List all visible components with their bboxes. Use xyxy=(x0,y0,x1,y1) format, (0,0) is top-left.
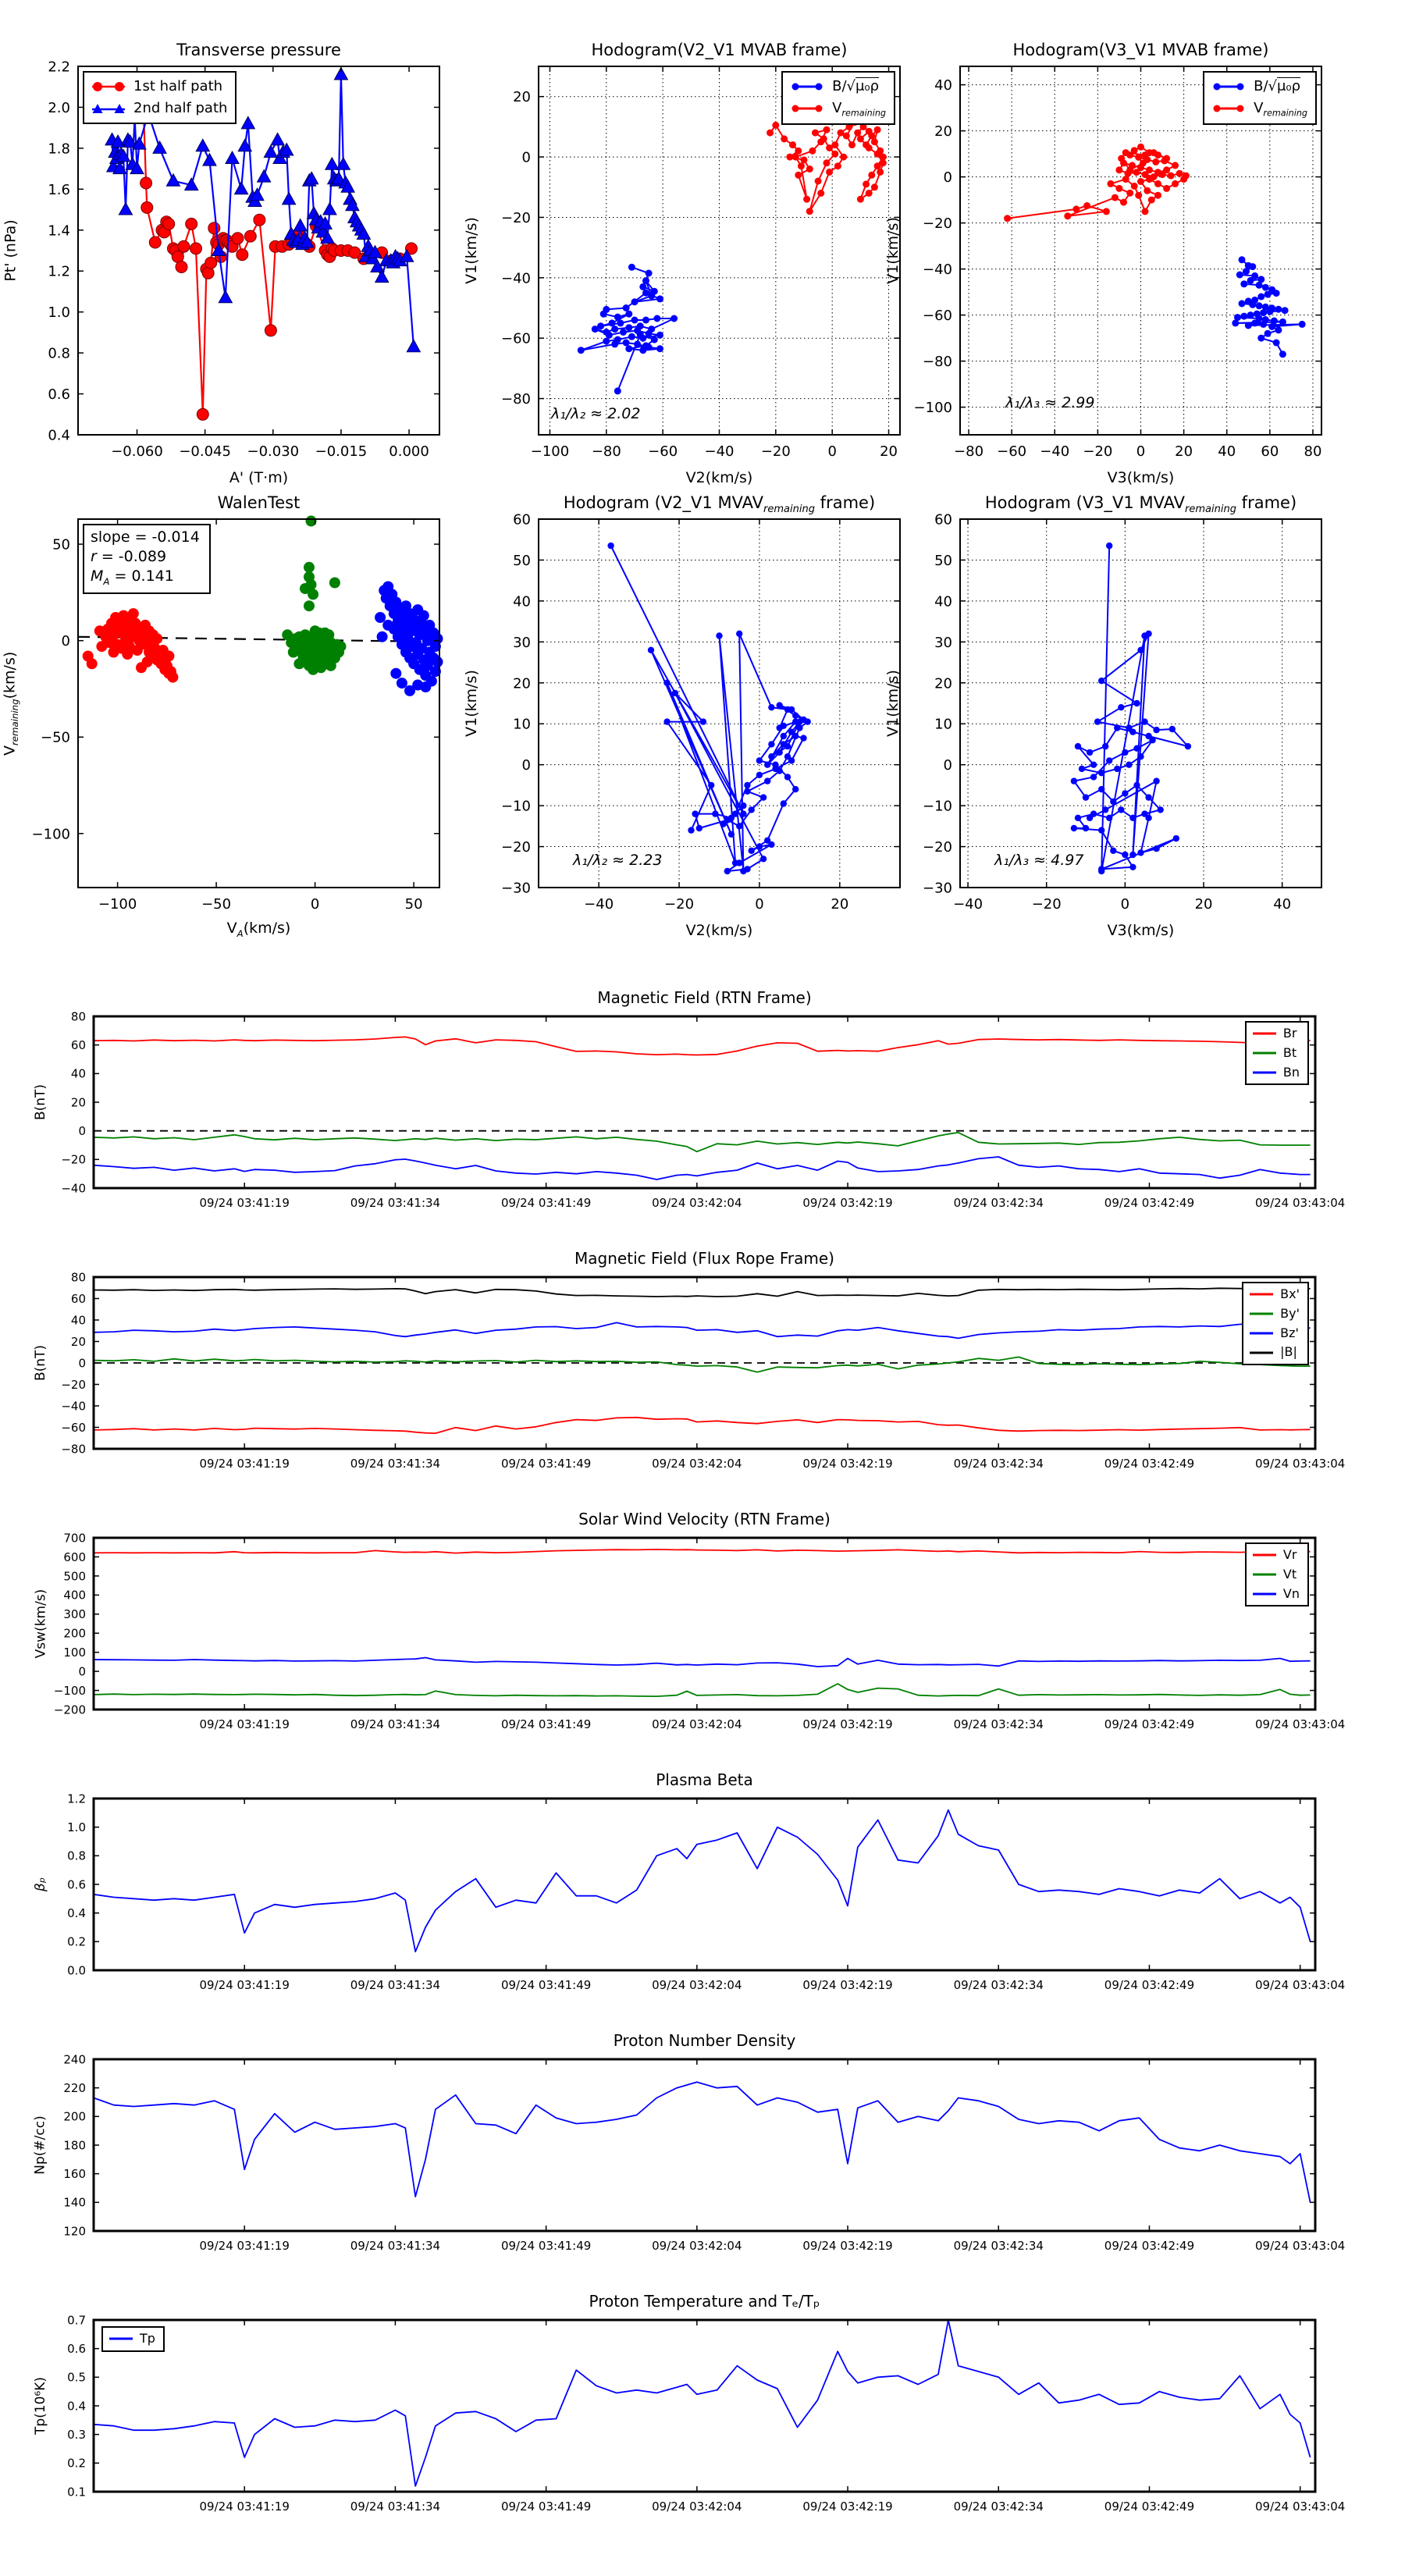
svg-text:−30: −30 xyxy=(923,880,952,897)
plot-area xyxy=(53,1531,1346,1731)
svg-text:20: 20 xyxy=(934,123,952,141)
panel-title: WalenTest xyxy=(217,493,301,512)
svg-text:0: 0 xyxy=(1120,896,1130,913)
circle-line-swatch-icon xyxy=(1211,81,1247,92)
svg-text:40: 40 xyxy=(934,593,952,610)
svg-text:140: 140 xyxy=(63,2195,86,2210)
svg-text:−200: −200 xyxy=(53,1703,86,1717)
line-swatch-icon xyxy=(1250,1349,1273,1357)
legend-item: Tp xyxy=(109,2329,155,2349)
svg-text:0.1: 0.1 xyxy=(67,2485,86,2500)
svg-text:−40: −40 xyxy=(61,1181,86,1196)
svg-text:0: 0 xyxy=(943,169,952,187)
line-swatch-icon xyxy=(1253,1551,1276,1559)
legend-item: Vt xyxy=(1253,1565,1300,1585)
svg-text:20: 20 xyxy=(831,896,849,913)
svg-text:0.5: 0.5 xyxy=(67,2370,86,2385)
svg-text:0.0: 0.0 xyxy=(67,1963,86,1978)
svg-text:80: 80 xyxy=(70,1270,86,1285)
svg-text:09/24 03:41:34: 09/24 03:41:34 xyxy=(350,1717,441,1731)
panel-title: Hodogram(V3_V1 MVAB frame) xyxy=(1012,41,1269,59)
svg-text:09/24 03:42:49: 09/24 03:42:49 xyxy=(1104,1978,1195,1992)
line-swatch-icon xyxy=(1253,1069,1276,1076)
eigenvalue-ratio-annotation: λ₁/λ₂ ≈ 2.23 xyxy=(573,852,663,869)
svg-text:09/24 03:42:34: 09/24 03:42:34 xyxy=(953,1457,1044,1471)
svg-text:−100: −100 xyxy=(53,1683,86,1698)
svg-text:−40: −40 xyxy=(953,896,984,913)
legend xyxy=(1245,1021,1309,1085)
svg-text:09/24 03:42:34: 09/24 03:42:34 xyxy=(953,2239,1044,2253)
y-axis-label: V1(km/s) xyxy=(463,217,481,284)
svg-text:09/24 03:42:19: 09/24 03:42:19 xyxy=(802,1196,893,1210)
svg-text:−20: −20 xyxy=(664,896,695,913)
legend-item: $V_{remaining}$ xyxy=(789,98,886,120)
svg-text:180: 180 xyxy=(63,2138,86,2153)
svg-text:40: 40 xyxy=(1273,896,1292,913)
svg-text:0.6: 0.6 xyxy=(67,2342,86,2357)
circle-line-swatch-icon xyxy=(789,103,825,114)
svg-text:50: 50 xyxy=(934,552,952,569)
svg-text:09/24 03:42:19: 09/24 03:42:19 xyxy=(802,1978,893,1992)
svg-text:1.8: 1.8 xyxy=(48,141,70,158)
svg-text:−20: −20 xyxy=(501,209,531,226)
svg-text:−40: −40 xyxy=(923,262,952,279)
panel-transverse-pressure xyxy=(2,41,439,486)
svg-text:09/24 03:42:34: 09/24 03:42:34 xyxy=(953,2500,1044,2514)
svg-text:09/24 03:42:04: 09/24 03:42:04 xyxy=(652,1457,742,1471)
svg-text:−60: −60 xyxy=(648,443,678,460)
svg-text:80: 80 xyxy=(70,1009,86,1024)
panel-plasma-beta xyxy=(32,1770,1346,1992)
panel-title: Hodogram (V2_V1 $MVAV_{remaining}$ frame) xyxy=(563,493,876,516)
panel-hodogram-v3v1-mvab xyxy=(884,41,1322,486)
y-axis-label: B(nT) xyxy=(33,1083,48,1121)
svg-text:1.0: 1.0 xyxy=(67,1820,86,1835)
svg-text:20: 20 xyxy=(513,675,531,692)
svg-text:0: 0 xyxy=(755,896,764,913)
svg-text:09/24 03:42:49: 09/24 03:42:49 xyxy=(1104,1717,1195,1731)
svg-text:09/24 03:42:49: 09/24 03:42:49 xyxy=(1104,1196,1195,1210)
svg-text:0.4: 0.4 xyxy=(48,427,70,444)
svg-text:−50: −50 xyxy=(41,729,70,746)
svg-text:0: 0 xyxy=(78,1664,86,1679)
legend-item: Bx' xyxy=(1250,1285,1300,1304)
svg-text:09/24 03:42:49: 09/24 03:42:49 xyxy=(1104,2500,1195,2514)
svg-text:0: 0 xyxy=(943,757,952,774)
svg-text:40: 40 xyxy=(513,593,531,610)
svg-text:−80: −80 xyxy=(61,1442,86,1457)
panel-title: Magnetic Field (Flux Rope Frame) xyxy=(574,1249,834,1268)
svg-text:09/24 03:42:04: 09/24 03:42:04 xyxy=(652,1978,742,1992)
svg-text:0: 0 xyxy=(61,633,70,650)
svg-text:100: 100 xyxy=(63,1646,86,1660)
plot-area xyxy=(923,511,1321,913)
panel-magnetic-field-flux-rope xyxy=(33,1249,1346,1471)
panel-solar-wind-velocity xyxy=(33,1510,1346,1731)
svg-text:60: 60 xyxy=(513,511,531,528)
svg-text:60: 60 xyxy=(1261,443,1279,460)
x-axis-label: V3(km/s) xyxy=(1107,469,1175,486)
svg-text:20: 20 xyxy=(70,1095,86,1110)
svg-text:200: 200 xyxy=(63,2109,86,2124)
svg-text:1.0: 1.0 xyxy=(48,304,70,322)
svg-text:09/24 03:42:04: 09/24 03:42:04 xyxy=(652,1196,742,1210)
plot-area xyxy=(61,1270,1346,1471)
svg-text:−40: −40 xyxy=(501,270,531,287)
svg-text:0: 0 xyxy=(827,443,837,460)
eigenvalue-ratio-annotation: λ₁/λ₃ ≈ 4.97 xyxy=(994,852,1084,869)
svg-text:0.4: 0.4 xyxy=(67,2399,86,2414)
svg-text:240: 240 xyxy=(63,2052,86,2067)
svg-text:−40: −40 xyxy=(584,896,614,913)
panel-proton-temperature xyxy=(33,2292,1346,2514)
svg-text:09/24 03:43:04: 09/24 03:43:04 xyxy=(1254,1717,1346,1731)
svg-text:40: 40 xyxy=(934,77,952,94)
svg-text:−20: −20 xyxy=(760,443,791,460)
svg-text:09/24 03:43:04: 09/24 03:43:04 xyxy=(1254,2239,1346,2253)
svg-text:−10: −10 xyxy=(501,798,531,815)
svg-text:−20: −20 xyxy=(923,839,952,856)
svg-text:09/24 03:41:19: 09/24 03:41:19 xyxy=(199,2239,290,2253)
svg-text:−0.060: −0.060 xyxy=(111,443,163,460)
legend-item: Bn xyxy=(1253,1063,1300,1083)
svg-text:−40: −40 xyxy=(1040,443,1070,460)
legend xyxy=(1245,1542,1309,1606)
svg-text:−20: −20 xyxy=(1031,896,1062,913)
panel-title: Magnetic Field (RTN Frame) xyxy=(597,988,812,1007)
legend-item: Bt xyxy=(1253,1044,1300,1063)
svg-text:40: 40 xyxy=(1218,443,1236,460)
svg-text:80: 80 xyxy=(1304,443,1322,460)
legend-item: B/√μ₀ρ xyxy=(789,76,886,98)
legend-item: Vr xyxy=(1253,1546,1300,1565)
svg-text:−100: −100 xyxy=(913,400,952,417)
eigenvalue-ratio-annotation: λ₁/λ₂ ≈ 2.02 xyxy=(551,405,641,422)
svg-text:−100: −100 xyxy=(31,826,70,843)
x-axis-label: A' (T·m) xyxy=(229,469,289,486)
panel-title: Solar Wind Velocity (RTN Frame) xyxy=(578,1510,831,1528)
svg-text:−0.015: −0.015 xyxy=(315,443,368,460)
plot-area xyxy=(67,2313,1346,2514)
svg-text:−0.030: −0.030 xyxy=(247,443,300,460)
svg-text:2.0: 2.0 xyxy=(48,99,70,116)
svg-text:09/24 03:41:19: 09/24 03:41:19 xyxy=(199,1196,290,1210)
svg-text:1.2: 1.2 xyxy=(48,263,70,280)
svg-text:60: 60 xyxy=(70,1291,86,1306)
circle-line-swatch-icon xyxy=(789,81,825,92)
svg-text:09/24 03:41:49: 09/24 03:41:49 xyxy=(500,2500,592,2514)
plot-area xyxy=(501,511,900,913)
svg-text:0.8: 0.8 xyxy=(48,345,70,362)
panel-title: Proton Number Density xyxy=(613,2031,796,2050)
correlation-value: r = -0.089 xyxy=(91,548,167,566)
legend xyxy=(781,71,895,125)
svg-text:09/24 03:43:04: 09/24 03:43:04 xyxy=(1254,2500,1346,2514)
y-axis-label: B(nT) xyxy=(33,1344,48,1382)
y-axis-label: Np(#/cc) xyxy=(33,2115,48,2175)
legend-item: By' xyxy=(1250,1304,1300,1324)
svg-text:09/24 03:41:34: 09/24 03:41:34 xyxy=(350,2239,441,2253)
legend-item: 2nd half path xyxy=(91,98,227,119)
svg-text:0.3: 0.3 xyxy=(67,2428,86,2443)
svg-text:−60: −60 xyxy=(61,1420,86,1435)
svg-text:1.4: 1.4 xyxy=(48,222,70,240)
panel-walen-test xyxy=(1,493,439,939)
svg-text:400: 400 xyxy=(63,1588,86,1603)
svg-text:−60: −60 xyxy=(997,443,1027,460)
legend-item: B/√μ₀ρ xyxy=(1211,76,1307,98)
svg-text:20: 20 xyxy=(1194,896,1213,913)
svg-text:09/24 03:41:34: 09/24 03:41:34 xyxy=(350,1457,441,1471)
svg-text:0.7: 0.7 xyxy=(67,2313,86,2328)
svg-text:50: 50 xyxy=(513,552,531,569)
svg-text:09/24 03:41:49: 09/24 03:41:49 xyxy=(500,1978,592,1992)
svg-text:09/24 03:42:19: 09/24 03:42:19 xyxy=(802,2500,893,2514)
svg-text:09/24 03:42:19: 09/24 03:42:19 xyxy=(802,1717,893,1731)
svg-text:09/24 03:42:04: 09/24 03:42:04 xyxy=(652,2500,742,2514)
svg-text:09/24 03:42:49: 09/24 03:42:49 xyxy=(1104,1457,1195,1471)
svg-text:160: 160 xyxy=(63,2167,86,2182)
line-swatch-icon xyxy=(1250,1329,1273,1337)
plot-area xyxy=(61,1009,1346,1210)
svg-text:−20: −20 xyxy=(61,1152,86,1167)
svg-text:1.2: 1.2 xyxy=(67,1791,86,1806)
panel-hodogram-v3v1-mvav xyxy=(884,493,1321,939)
line-swatch-icon xyxy=(1253,1590,1276,1598)
line-swatch-icon xyxy=(1253,1030,1276,1037)
svg-text:2.2: 2.2 xyxy=(48,59,70,76)
svg-text:60: 60 xyxy=(934,511,952,528)
svg-text:09/24 03:41:49: 09/24 03:41:49 xyxy=(500,1717,592,1731)
x-axis-label: V2(km/s) xyxy=(685,922,753,939)
y-axis-label: βₚ xyxy=(32,1877,48,1892)
legend-item: |B| xyxy=(1250,1343,1300,1362)
svg-text:10: 10 xyxy=(934,716,952,733)
line-swatch-icon xyxy=(109,2335,133,2343)
svg-text:−20: −20 xyxy=(923,215,952,233)
line-swatch-icon xyxy=(1250,1290,1273,1298)
svg-text:09/24 03:41:19: 09/24 03:41:19 xyxy=(199,1457,290,1471)
panel-proton-number-density xyxy=(33,2031,1346,2253)
svg-text:−80: −80 xyxy=(591,443,621,460)
legend-item: Bz' xyxy=(1250,1324,1300,1343)
line-swatch-icon xyxy=(1253,1571,1276,1578)
svg-text:09/24 03:43:04: 09/24 03:43:04 xyxy=(1254,1978,1346,1992)
svg-text:500: 500 xyxy=(63,1569,86,1584)
legend xyxy=(101,2326,165,2352)
svg-text:0.6: 0.6 xyxy=(48,386,70,404)
line-swatch-icon xyxy=(1250,1310,1273,1318)
svg-text:−40: −40 xyxy=(704,443,735,460)
svg-text:−50: −50 xyxy=(201,896,232,913)
svg-text:09/24 03:42:19: 09/24 03:42:19 xyxy=(802,2239,893,2253)
svg-text:40: 40 xyxy=(70,1313,86,1328)
svg-text:50: 50 xyxy=(52,536,70,553)
svg-text:09/24 03:41:49: 09/24 03:41:49 xyxy=(500,2239,592,2253)
legend xyxy=(83,71,237,124)
svg-text:09/24 03:41:19: 09/24 03:41:19 xyxy=(199,2500,290,2514)
svg-text:09/24 03:43:04: 09/24 03:43:04 xyxy=(1254,1457,1346,1471)
y-axis-label: V1(km/s) xyxy=(884,670,902,737)
eigenvalue-ratio-annotation: λ₁/λ₃ ≈ 2.99 xyxy=(1005,394,1095,411)
svg-text:30: 30 xyxy=(934,634,952,651)
y-axis-label: $V_{remaining}(km/s)$ xyxy=(1,651,21,756)
svg-text:0: 0 xyxy=(78,1356,86,1371)
svg-text:0: 0 xyxy=(521,149,531,166)
svg-text:220: 220 xyxy=(63,2081,86,2096)
panel-hodogram-v2v1-mvab xyxy=(463,41,900,486)
svg-text:09/24 03:41:49: 09/24 03:41:49 xyxy=(500,1457,592,1471)
svg-text:−20: −20 xyxy=(61,1377,86,1392)
svg-text:0: 0 xyxy=(78,1124,86,1139)
legend xyxy=(1242,1282,1309,1365)
x-axis-label: V2(km/s) xyxy=(685,469,753,486)
svg-text:0.000: 0.000 xyxy=(389,443,429,460)
svg-text:0.2: 0.2 xyxy=(67,2456,86,2471)
svg-text:60: 60 xyxy=(70,1038,86,1053)
y-axis-label: V1(km/s) xyxy=(884,217,902,284)
svg-text:700: 700 xyxy=(63,1531,86,1546)
panel-title: Proton Temperature and Tₑ/Tₚ xyxy=(589,2292,820,2311)
svg-text:0.2: 0.2 xyxy=(67,1934,86,1949)
svg-text:600: 600 xyxy=(63,1550,86,1564)
svg-text:−0.045: −0.045 xyxy=(179,443,231,460)
svg-text:10: 10 xyxy=(513,716,531,733)
svg-text:09/24 03:42:49: 09/24 03:42:49 xyxy=(1104,2239,1195,2253)
svg-text:20: 20 xyxy=(513,89,531,106)
legend-item: 1st half path xyxy=(91,76,227,98)
panel-title: Hodogram (V3_V1 $MVAV_{remaining}$ frame) xyxy=(984,493,1297,516)
x-axis-label: V3(km/s) xyxy=(1107,922,1175,939)
panel-magnetic-field-rtn xyxy=(33,988,1346,1210)
svg-text:20: 20 xyxy=(880,443,898,460)
svg-text:−40: −40 xyxy=(61,1399,86,1414)
svg-text:20: 20 xyxy=(1175,443,1193,460)
line-swatch-icon xyxy=(1253,1049,1276,1057)
svg-text:1.6: 1.6 xyxy=(48,181,70,198)
svg-text:09/24 03:42:04: 09/24 03:42:04 xyxy=(652,2239,742,2253)
svg-text:30: 30 xyxy=(513,634,531,651)
svg-text:300: 300 xyxy=(63,1607,86,1622)
y-axis-label: V1(km/s) xyxy=(463,670,481,737)
legend xyxy=(1203,71,1317,125)
svg-text:0.8: 0.8 xyxy=(67,1848,86,1863)
svg-text:20: 20 xyxy=(70,1334,86,1349)
panel-title: Plasma Beta xyxy=(656,1770,753,1789)
svg-text:09/24 03:42:34: 09/24 03:42:34 xyxy=(953,1717,1044,1731)
svg-text:09/24 03:41:34: 09/24 03:41:34 xyxy=(350,1978,441,1992)
plot-area xyxy=(67,1791,1346,1992)
svg-text:−100: −100 xyxy=(530,443,570,460)
legend-item: Vn xyxy=(1253,1585,1300,1604)
svg-text:−100: −100 xyxy=(98,896,137,913)
y-axis-label: Tp(10⁶K) xyxy=(33,2376,49,2435)
svg-text:0: 0 xyxy=(521,757,531,774)
circle-line-swatch-icon xyxy=(1211,103,1247,114)
svg-text:09/24 03:41:19: 09/24 03:41:19 xyxy=(199,1717,290,1731)
legend-item: $V_{remaining}$ xyxy=(1211,98,1307,120)
svg-text:09/24 03:41:34: 09/24 03:41:34 xyxy=(350,2500,441,2514)
plot-area xyxy=(63,2052,1346,2253)
svg-text:09/24 03:41:49: 09/24 03:41:49 xyxy=(500,1196,592,1210)
svg-text:0.6: 0.6 xyxy=(67,1877,86,1892)
svg-text:−60: −60 xyxy=(501,330,531,347)
svg-text:−10: −10 xyxy=(923,798,952,815)
svg-text:−80: −80 xyxy=(923,354,952,371)
svg-text:−20: −20 xyxy=(1083,443,1113,460)
svg-text:09/24 03:41:34: 09/24 03:41:34 xyxy=(350,1196,441,1210)
svg-text:20: 20 xyxy=(934,675,952,692)
svg-text:−30: −30 xyxy=(501,880,531,897)
walen-stats-box xyxy=(83,524,211,594)
svg-text:−20: −20 xyxy=(501,839,531,856)
svg-text:−60: −60 xyxy=(923,308,952,325)
triangle-line-swatch-icon xyxy=(91,103,126,114)
svg-text:0: 0 xyxy=(310,896,320,913)
alfven-mach-value: $M_A = 0.141$ xyxy=(91,568,174,587)
panel-title: Hodogram(V2_V1 MVAB frame) xyxy=(591,41,848,59)
svg-text:09/24 03:42:19: 09/24 03:42:19 xyxy=(802,1457,893,1471)
svg-text:0.4: 0.4 xyxy=(67,1906,86,1921)
svg-text:09/24 03:42:34: 09/24 03:42:34 xyxy=(953,1196,1044,1210)
svg-text:09/24 03:41:19: 09/24 03:41:19 xyxy=(199,1978,290,1992)
svg-text:−80: −80 xyxy=(954,443,984,460)
svg-text:−80: −80 xyxy=(501,391,531,408)
svg-text:09/24 03:42:04: 09/24 03:42:04 xyxy=(652,1717,742,1731)
slope-value: slope = -0.014 xyxy=(91,528,200,546)
svg-text:120: 120 xyxy=(63,2224,86,2239)
svg-text:0: 0 xyxy=(1136,443,1146,460)
svg-text:50: 50 xyxy=(404,896,423,913)
panel-title: Transverse pressure xyxy=(176,41,341,59)
svg-text:09/24 03:43:04: 09/24 03:43:04 xyxy=(1254,1196,1346,1210)
y-axis-label: Pt' (nPa) xyxy=(2,219,20,282)
svg-text:09/24 03:42:34: 09/24 03:42:34 xyxy=(953,1978,1044,1992)
panel-hodogram-v2v1-mvav xyxy=(463,493,900,939)
legend-item: Br xyxy=(1253,1024,1300,1044)
svg-text:40: 40 xyxy=(70,1066,86,1081)
circle-line-swatch-icon xyxy=(91,81,126,92)
svg-text:200: 200 xyxy=(63,1626,86,1641)
x-axis-label: $V_A(km/s)$ xyxy=(226,920,291,939)
y-axis-label: Vsw(km/s) xyxy=(33,1589,48,1659)
